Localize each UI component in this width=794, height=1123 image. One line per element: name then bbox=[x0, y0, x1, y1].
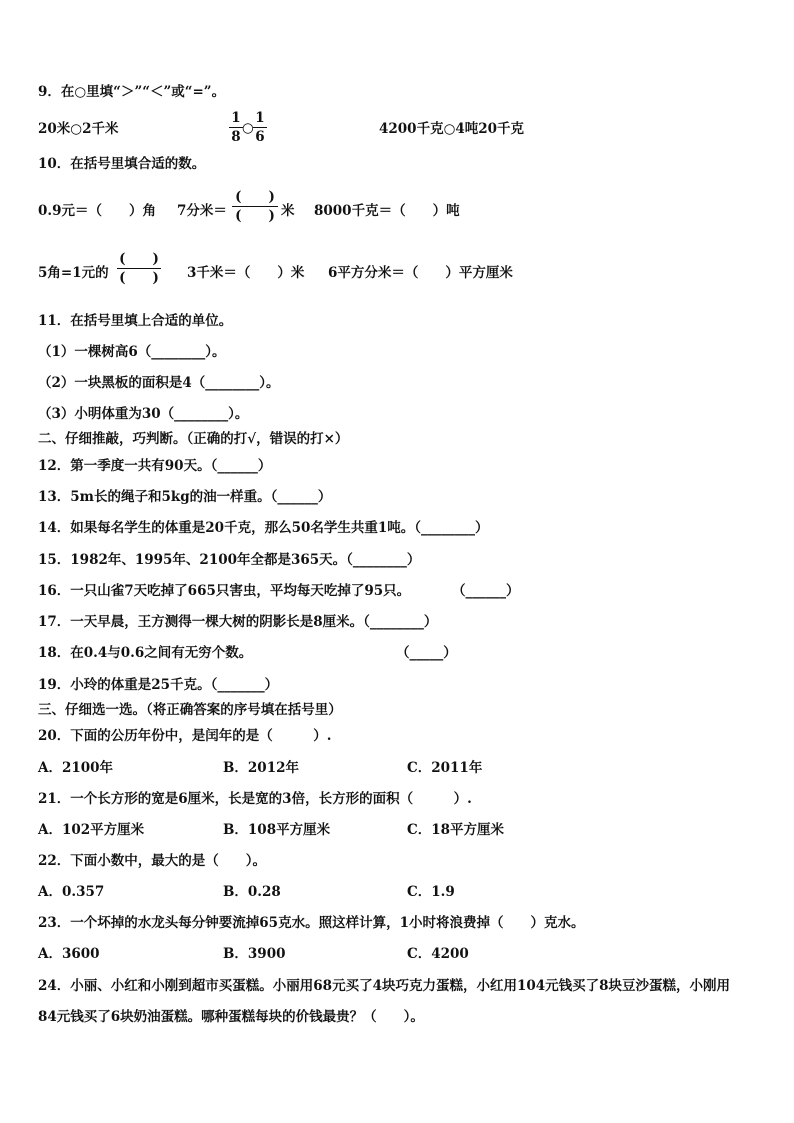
fraction-denominator-blank: ( ) bbox=[119, 270, 159, 286]
choice-option-b: B．108平方厘米 bbox=[223, 822, 331, 838]
q11-item: （2）一块黑板的面积是4（________）。 bbox=[38, 375, 280, 391]
judge-item: 17．一天早晨，王方测得一棵大树的阴影长是8厘米。（________） bbox=[38, 614, 438, 630]
judge-item: 18．在0.4与0.6之间有无穷个数。 bbox=[38, 645, 253, 661]
choice-option-a: A．3600 bbox=[38, 946, 100, 962]
fraction-bar bbox=[253, 127, 267, 128]
q10-r1a: 0.9元＝（ ）角 bbox=[38, 203, 156, 219]
q9-compare-circle: ○ bbox=[242, 120, 254, 136]
fraction-bar bbox=[117, 268, 161, 269]
q10-r2c: 6平方分米＝（ ）平方厘米 bbox=[328, 265, 513, 281]
judge-item: 14．如果每名学生的体重是20千克，那么50名学生共重1吨。（________） bbox=[38, 520, 489, 536]
choice-question: 21．一个长方形的宽是6厘米，长是宽的3倍，长方形的面积（ ）. bbox=[38, 791, 472, 807]
q9-title: 9．在○里填“＞”“＜”或“=”。 bbox=[38, 84, 226, 100]
q10-title: 10．在括号里填合适的数。 bbox=[38, 156, 206, 172]
q9-fraction-right bbox=[253, 110, 267, 145]
choice-question: 20．下面的公历年份中，是闰年的是（ ）. bbox=[38, 728, 332, 744]
fraction-denominator-blank: ( ) bbox=[235, 208, 275, 224]
choice-question: 22．下面小数中，最大的是（ ）。 bbox=[38, 853, 267, 869]
choice-option-b: B．3900 bbox=[223, 946, 286, 962]
choice-option-c: C．1.9 bbox=[407, 884, 455, 900]
q24-line1: 24．小丽、小红和小刚到超市买蛋糕。小丽用68元买了4块巧克力蛋糕，小红用104元钱买了8块豆沙蛋糕，小刚用 bbox=[38, 978, 731, 994]
q9-compare-a: 20米○2千米 bbox=[38, 121, 119, 137]
fraction-numerator-blank: ( ) bbox=[235, 189, 275, 205]
q9-fraction-left-denominator: 8 bbox=[231, 129, 241, 145]
fraction-bar bbox=[229, 127, 243, 128]
choice-option-b: B．0.28 bbox=[223, 884, 281, 900]
q9-compare-c: 4200千克○4吨20千克 bbox=[379, 121, 525, 137]
q9-fraction-left bbox=[229, 110, 243, 145]
q10-r1b-pre: 7分米＝ bbox=[177, 203, 227, 219]
choice-option-c: C．4200 bbox=[407, 946, 469, 962]
q10-r1b-post: 米 bbox=[281, 203, 295, 219]
judge-item: 19．小玲的体重是25千克。（_______） bbox=[38, 677, 279, 693]
choice-option-c: C．18平方厘米 bbox=[407, 822, 505, 838]
q11-item: （1）一棵树高6（________）。 bbox=[38, 344, 226, 360]
judge-item: 12．第一季度一共有90天。（______） bbox=[38, 458, 272, 474]
q9-fraction-right-numerator: 1 bbox=[255, 110, 265, 126]
choice-question: 23．一个坏掉的水龙头每分钟要流掉65克水。照这样计算，1小时将浪费掉（ ）克水。 bbox=[38, 915, 585, 931]
choice-option-a: A．2100年 bbox=[38, 760, 114, 776]
judge-answer-blank: （_____） bbox=[396, 645, 457, 661]
q11-item: （3）小明体重为30（________）。 bbox=[38, 406, 249, 422]
fraction-bar bbox=[232, 206, 278, 207]
judge-item: 15．1982年、1995年、2100年全都是365天。（________） bbox=[38, 552, 421, 568]
section-heading-choice: 三、仔细选一选。（将正确答案的序号填在括号里） bbox=[38, 702, 342, 718]
q9-fraction-right-denominator: 6 bbox=[255, 129, 265, 145]
q11-title: 11．在括号里填上合适的单位。 bbox=[38, 313, 233, 329]
fraction-numerator-blank: ( ) bbox=[119, 251, 159, 267]
q9-fraction-left-numerator: 1 bbox=[231, 110, 241, 126]
judge-answer-blank: （______） bbox=[452, 583, 520, 599]
section-heading-judge: 二、仔细推敲，巧判断。（正确的打√，错误的打×） bbox=[38, 431, 349, 447]
choice-option-a: A．102平方厘米 bbox=[38, 822, 145, 838]
judge-item: 13．5m长的绳子和5kg的油一样重。（______） bbox=[38, 489, 332, 505]
q10-r1c: 8000千克＝（ ）吨 bbox=[314, 203, 460, 219]
choice-option-c: C．2011年 bbox=[407, 760, 483, 776]
q24-line2: 84元钱买了6块奶油蛋糕。哪种蛋糕每块的价钱最贵？（ ）。 bbox=[38, 1009, 424, 1025]
q10-r1b-fraction bbox=[232, 189, 278, 224]
choice-option-a: A．0.357 bbox=[38, 884, 105, 900]
judge-item: 16．一只山雀7天吃掉了665只害虫，平均每天吃掉了95只。 bbox=[38, 583, 411, 599]
q10-r2a-pre: 5角=1元的 bbox=[38, 265, 109, 281]
q10-r2a-fraction bbox=[117, 251, 161, 286]
choice-option-b: B．2012年 bbox=[223, 760, 299, 776]
q10-r2b: 3千米＝（ ）米 bbox=[187, 265, 305, 281]
